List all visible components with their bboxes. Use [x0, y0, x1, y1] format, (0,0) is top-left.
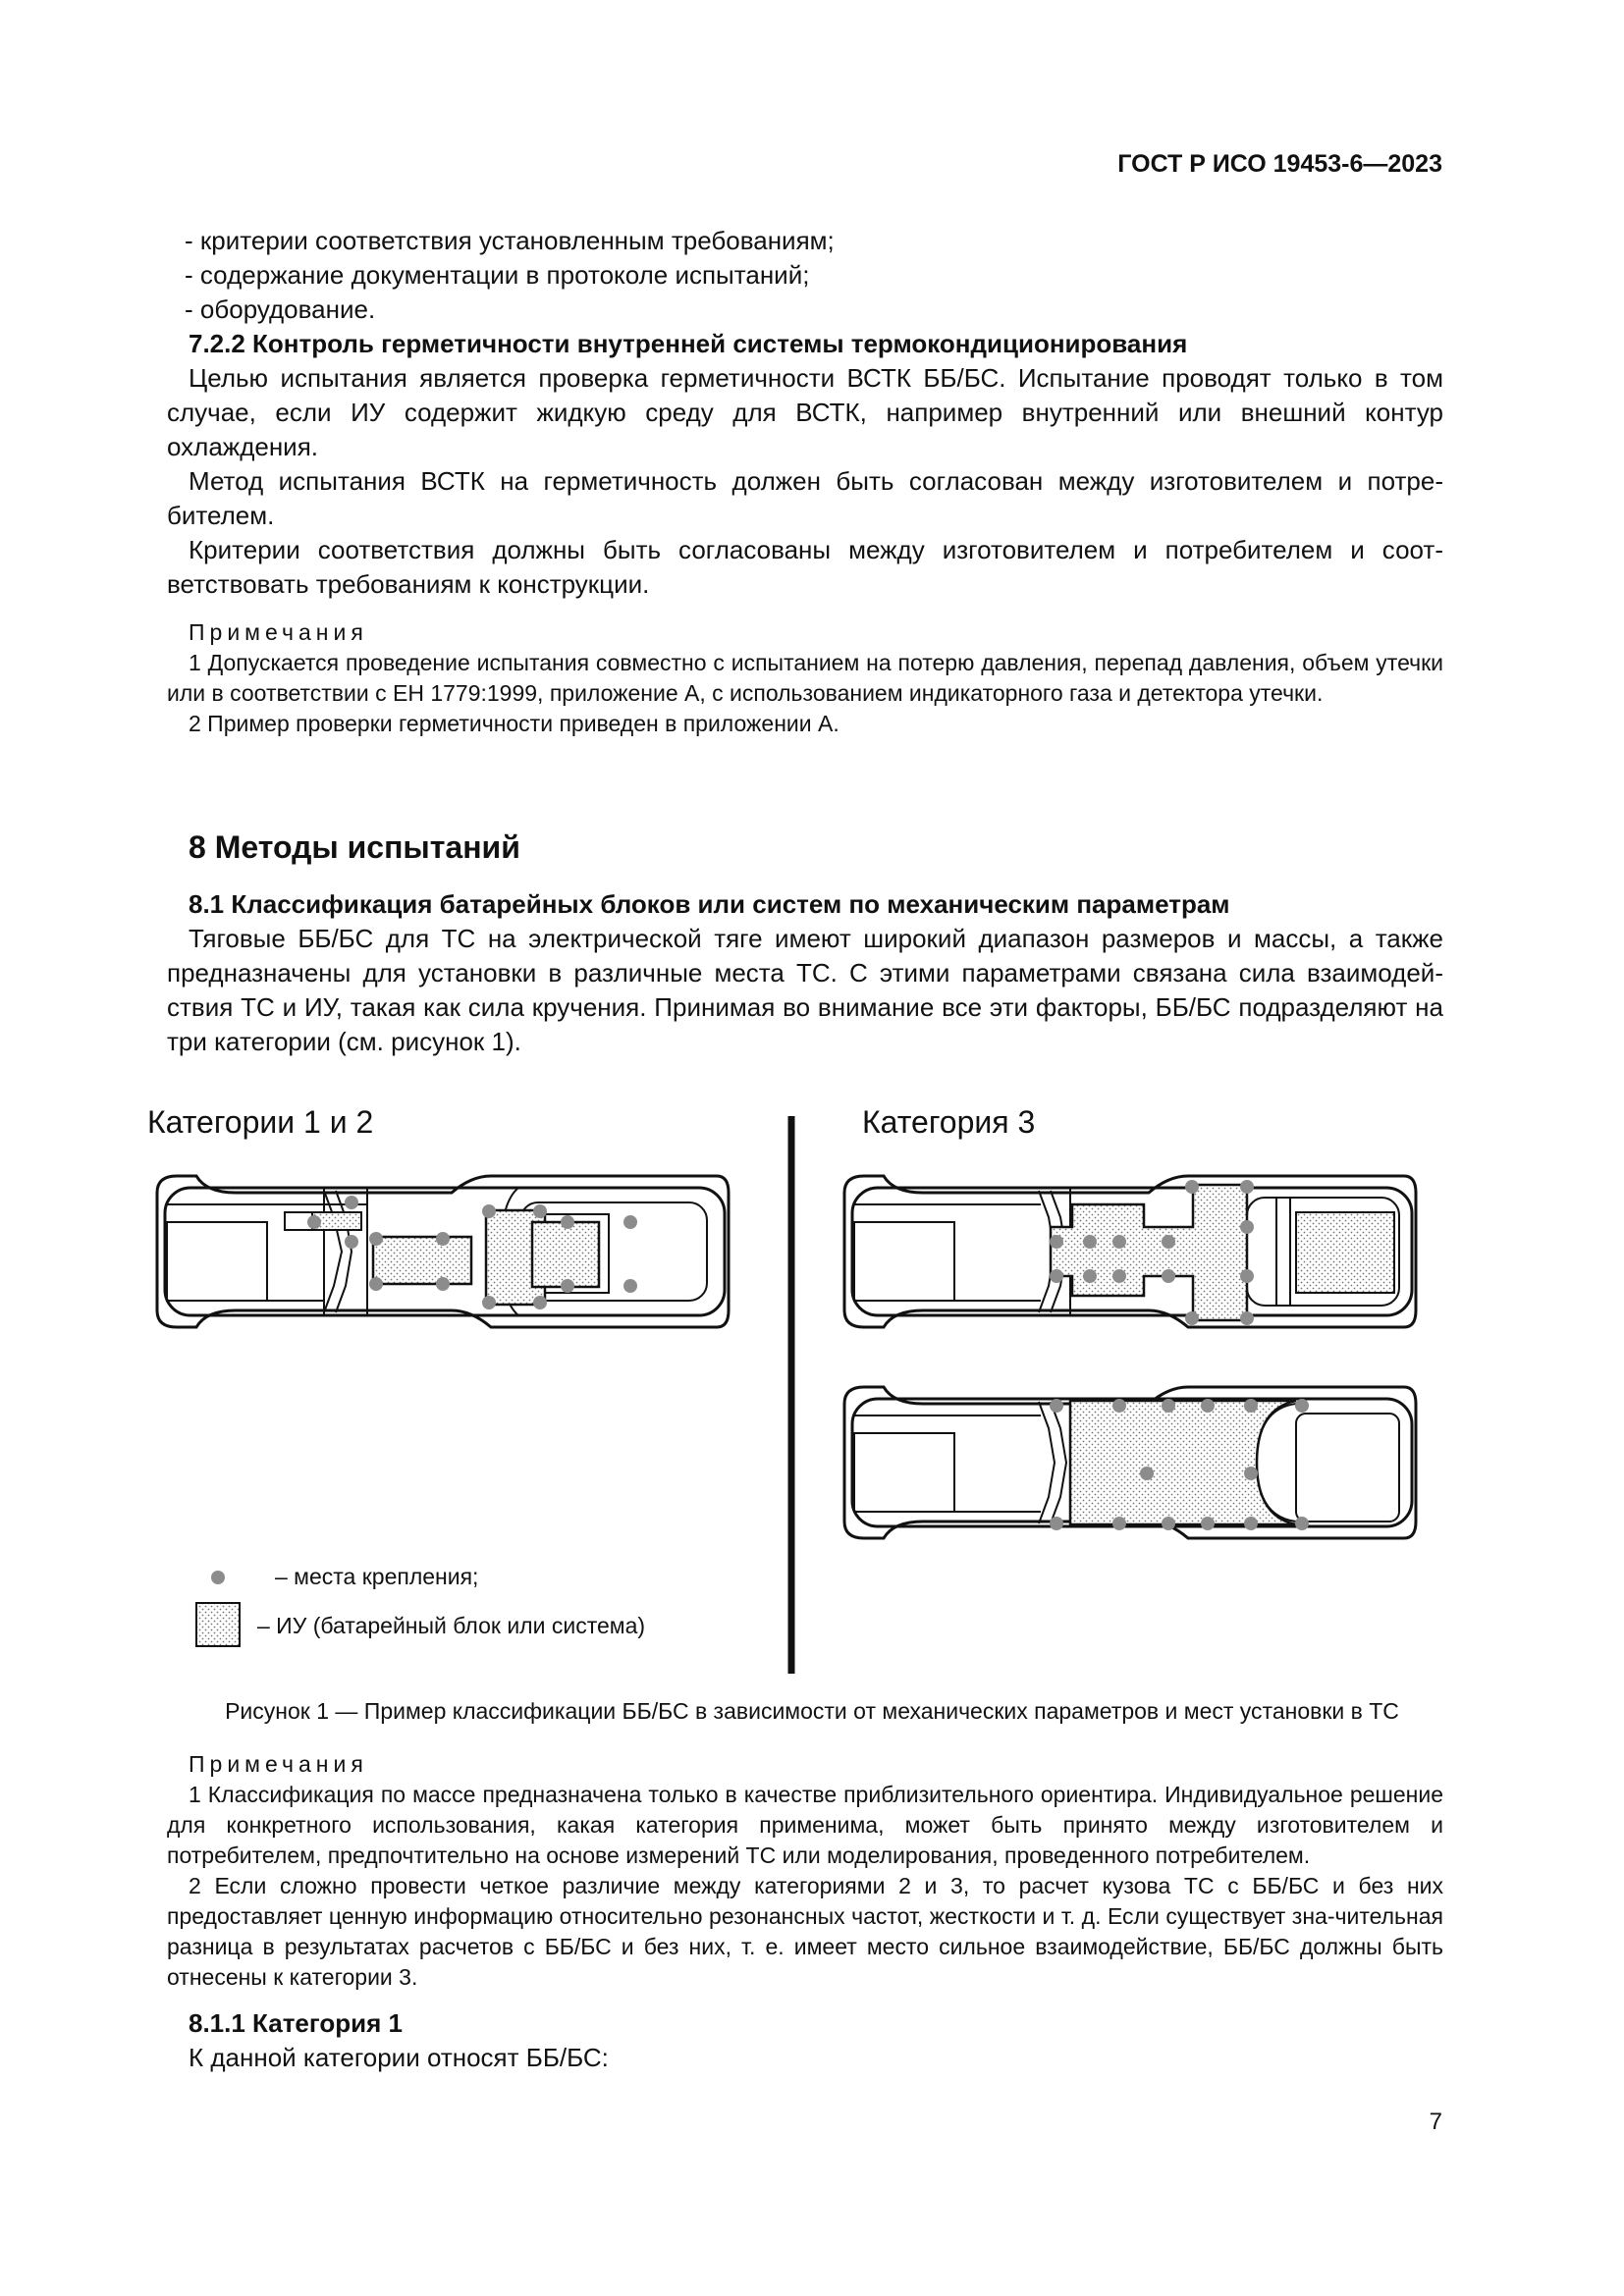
- vehicle-diagrams: [128, 1075, 1483, 1683]
- figure-title-categories-1-2: Категории 1 и 2: [147, 1104, 374, 1140]
- notes-title: Примечания: [189, 1751, 368, 1777]
- figure-title-category-3: Категория 3: [862, 1104, 1036, 1140]
- section-8-1-heading: 8.1 Классификация батарейных блоков или систем по механическим параметрам: [189, 889, 1230, 919]
- legend-mount-points: – места крепления;: [275, 1564, 479, 1589]
- list-item: - содержание документации в протоколе испытаний;: [185, 260, 810, 290]
- section-7-2-2-heading: 7.2.2 Контроль герметичности внутренней системы термокондиционирования: [189, 329, 1188, 358]
- figure-notes-block: [167, 1749, 1443, 2075]
- figure-caption: Рисунок 1 — Пример классификации ББ/БС в зависимости от механических параметров и мест установки в ТС: [225, 1698, 1399, 1724]
- legend-mount-point-icon: [211, 1571, 225, 1584]
- top-text-block: [167, 224, 1443, 739]
- section-8-1-1-paragraph: К данной категории относят ББ/БС:: [189, 2043, 609, 2072]
- section-7-2-2-paragraph-3: Критерии соответствия должны быть согласованы между изготовителем и потребителем и соот-ветствовать требованиям к конструкции.: [167, 535, 1443, 599]
- note-2: 2 Пример проверки герметичности приведен в приложении А.: [189, 711, 839, 736]
- section-8-1-1-heading: 8.1.1 Категория 1: [189, 2008, 403, 2038]
- figure-1: [128, 1075, 1483, 1683]
- section-7-2-2-paragraph-1: Целью испытания является проверка герметичности ВСТК ББ/БС. Испытание проводят только в том случае, если ИУ содержит жидкую среду для ВСТК, например внутренний или внешний контур охлаждения.: [167, 363, 1443, 461]
- section-7-2-2-paragraph-2: Метод испытания ВСТК на герметичность должен быть согласован между изготовителем и потре-бителем.: [167, 466, 1443, 530]
- list-item: - оборудование.: [185, 294, 376, 324]
- section-8-block: [167, 827, 1443, 1059]
- note-1: 1 Классификация по массе предназначена только в качестве приблизительного ориентира. Индивидуальное решение для конкретного использования, какая категория применима, может быть принято между изготовителем и потребителем, предпочтительно на основе измерений ТС или моделирования, проведенного потребителем.: [167, 1782, 1443, 1868]
- section-8-1-paragraph: Тяговые ББ/БС для ТС на электрической тяге имеют широкий диапазон размеров и массы, а также предназначены для установки в различные места ТС. С этими параметрами связана сила взаимодей-ствия ТС и ИУ, такая как сила кручения. Принимая во внимание все эти факторы, ББ/БС подразделяют на три категории (см. рисунок 1).: [167, 924, 1443, 1056]
- note-1: 1 Допускается проведение испытания совместно с испытанием на потерю давления, перепад давления, объем утечки или в соответствии с ЕН 1779:1999, приложение А, с использованием индикаторного газа и детектора утечки.: [167, 650, 1443, 706]
- running-header: ГОСТ Р ИСО 19453-6—2023: [1117, 150, 1442, 178]
- section-8-heading: 8 Методы испытаний: [189, 829, 520, 865]
- note-2: 2 Если сложно провести четкое различие между категориями 2 и 3, то расчет кузова ТС с ББ/БС и без них предоставляет ценную информацию относительно резонансных частот, жесткости и т. д. Если существует зна-чительная разница в результатах расчетов с ББ/БС и без них, т. е. имеет место сильное взаимодействие, ББ/БС должны быть отнесены к категории 3.: [167, 1873, 1443, 1990]
- page-number: 7: [1429, 2109, 1442, 2135]
- legend-dut-swatch: [196, 1603, 240, 1646]
- legend-device-under-test: – ИУ (батарейный блок или система): [257, 1613, 646, 1638]
- notes-title: Примечания: [189, 619, 368, 645]
- list-item: - критерии соответствия установленным требованиям;: [185, 226, 835, 255]
